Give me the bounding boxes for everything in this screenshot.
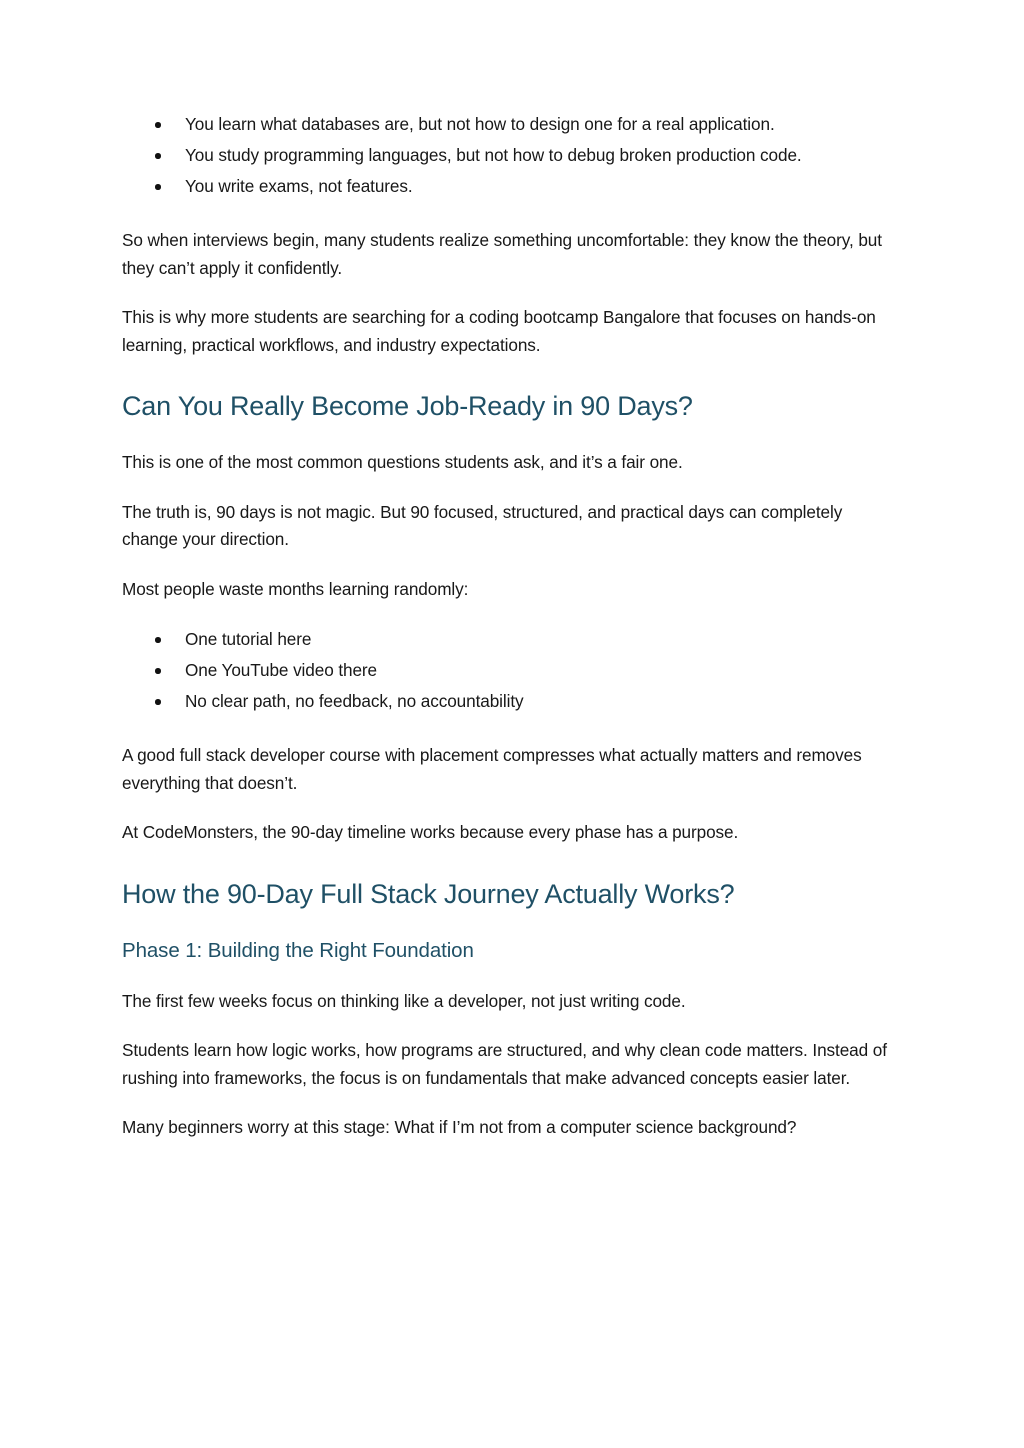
list-item [122,172,902,201]
paragraph-bootcamp-search: This is why more students are searching for a coding bootcamp Bangalore that focuses on hands-on learning, practical workflows, and industry expectations. [122,307,876,355]
bullet-list-limitations [122,110,902,201]
page-heading-job-ready: Can You Really Become Job-Ready in 90 Days? [122,391,693,421]
paragraph-ninety-days-truth: The truth is, 90 days is not magic. But 90 focused, structured, and practical days can completely change your direction. [122,501,843,549]
paragraph-codemonsters-timeline: At CodeMonsters, the 90-day timeline works because every phase has a purpose. [122,822,739,842]
bullet-list-random-learning [122,625,902,716]
bullet-point-icon [155,656,162,685]
bullet-point-icon [155,172,162,201]
list-item [122,656,902,685]
paragraph-interviews: So when interviews begin, many students realize something uncomfortable: they know the theory, but they can’t apply it confidently. [122,230,882,278]
paragraph-common-question: This is one of the most common questions students ask, and it’s a fair one. [122,452,683,472]
list-item-text: You write exams, not features. [185,176,413,196]
list-item [122,625,902,654]
bullet-point-icon [155,141,162,170]
page-heading-journey-works: How the 90-Day Full Stack Journey Actually Works? [122,878,735,909]
bullet-point-icon [155,625,162,654]
list-item-text: You study programming languages, but not how to debug broken production code. [185,145,802,165]
list-item-text: One tutorial here [185,629,312,649]
list-item-text: One YouTube video there [185,660,378,680]
bullet-point-icon [155,687,162,716]
paragraph-course-compresses: A good full stack developer course with placement compresses what actually matters and removes everything that doesn’t. [122,745,862,793]
paragraph-logic-fundamentals: Students learn how logic works, how programs are structured, and why clean code matters. Instead of rushing into frameworks, the focus is on fundamentals that make advanced concepts easier later. [122,1040,887,1088]
paragraph-beginner-worry: Many beginners worry at this stage: What if I’m not from a computer science background? [122,1117,797,1137]
bullet-point-icon [155,110,162,139]
list-item-text: No clear path, no feedback, no accountability [185,691,524,711]
document-content [122,110,902,1142]
paragraph-waste-months: Most people waste months learning randomly: [122,578,469,599]
list-item [122,687,902,716]
sub-heading-phase-one: Phase 1: Building the Right Foundation [122,938,474,962]
list-item-text: You learn what databases are, but not how to design one for a real application. [185,114,775,134]
list-item [122,110,902,139]
paragraph-first-few-weeks: The first few weeks focus on thinking like a developer, not just writing code. [122,990,686,1011]
list-item [122,141,902,170]
